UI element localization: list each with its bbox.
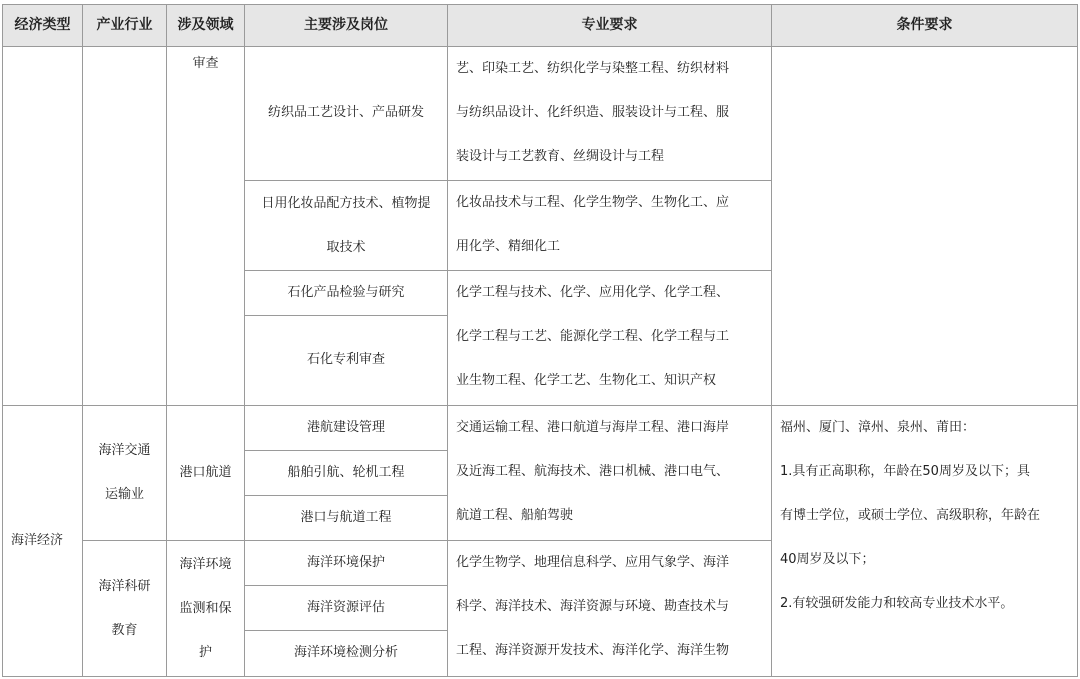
table-row [3,406,1078,451]
position-ship: 船舶引航、轮机工程 [245,451,448,496]
position-env-protect: 海洋环境保护 [245,541,448,586]
major-research: 化学生物学、地理信息科学、应用气象学、海洋 科学、海洋技术、海洋资源与环境、勘查技术与 工程、海洋资源开发技术、海洋化学、海洋生物 [448,541,772,677]
field-ocean-env: 海洋环境 监测和保 护 [167,541,245,677]
position-env-test: 海洋环境检测分析 [245,631,448,677]
position-petro-patent: 石化专利审查 [245,316,448,406]
industry-ocean-research: 海洋科研 教育 [83,541,167,677]
header-majors: 专业要求 [448,5,772,47]
position-cosmetic: 日用化妆品配方技术、植物提 取技术 [245,181,448,271]
position-port-build: 港航建设管理 [245,406,448,451]
field-cell-review: 审查 [167,47,245,406]
economy-type-ocean: 海洋经济 [3,406,83,677]
header-conditions: 条件要求 [772,5,1078,47]
industry-cell-empty [83,47,167,406]
industry-ocean-transport: 海洋交通 运输业 [83,406,167,541]
position-petro-test: 石化产品检验与研究 [245,271,448,316]
header-industry: 产业行业 [83,5,167,47]
position-textile: 纺织品工艺设计、产品研发 [245,47,448,181]
table-row [3,47,1078,181]
conditions-cell-empty [772,47,1078,406]
major-petro: 化学工程与技术、化学、应用化学、化学工程、 化学工程与工艺、能源化学工程、化学工程与工 业生物工程、化学工艺、生物化工、知识产权 [448,271,772,406]
major-textile: 艺、印染工艺、纺织化学与染整工程、纺织材料 与纺织品设计、化纤织造、服装设计与工程、服 装设计与工艺教育、丝绸设计与工程 [448,47,772,181]
major-cosmetic: 化妆品技术与工程、化学生物学、生物化工、应 用化学、精细化工 [448,181,772,271]
header-field: 涉及领域 [167,5,245,47]
header-economy-type: 经济类型 [3,5,83,47]
field-port: 港口航道 [167,406,245,541]
header-positions: 主要涉及岗位 [245,5,448,47]
position-port-eng: 港口与航道工程 [245,496,448,541]
header-row [3,5,1078,47]
conditions-ocean: 福州、厦门、漳州、泉州、莆田： 1.具有正高职称，年龄在50周岁及以下；具 有博士学位，或硕士学位、高级职称，年龄在 40周岁及以下； 2.有较强研发能力和较高专业技术水平。 [772,406,1078,677]
economy-type-cell-empty [3,47,83,406]
requirements-table [2,4,1078,677]
position-resource: 海洋资源评估 [245,586,448,631]
major-transport: 交通运输工程、港口航道与海岸工程、港口海岸 及近海工程、航海技术、港口机械、港口电气、 航道工程、船舶驾驶 [448,406,772,541]
